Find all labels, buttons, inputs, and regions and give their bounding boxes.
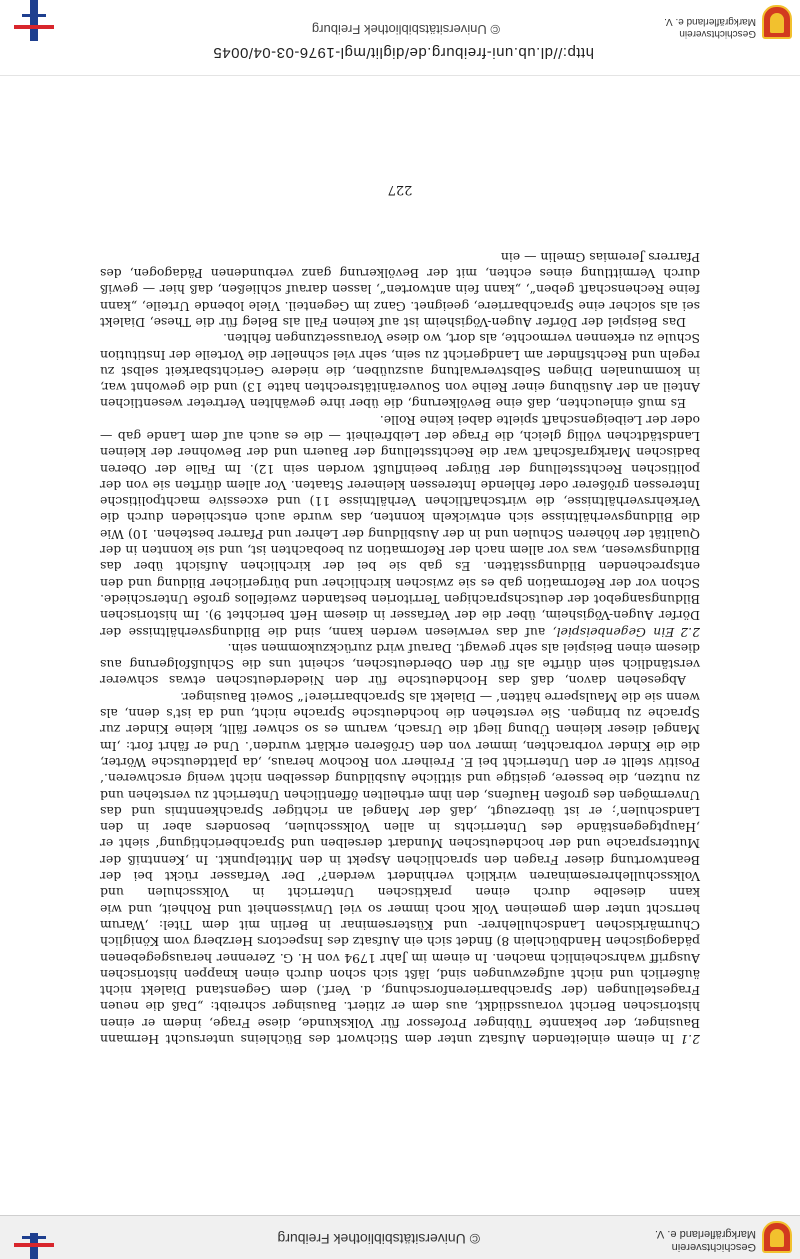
university-logo-icon — [14, 0, 54, 41]
section-number: 2.2 — [680, 624, 700, 640]
paragraph — [100, 248, 700, 329]
society-name-line-2: Markgräflerland e. V. — [664, 16, 756, 27]
society-name-line-2: Markgräflerland e. V. — [654, 1228, 756, 1240]
paragraph-text: In einem einleitenden Aufsatz unter dem Stichwort des Büchleins untersucht Hermann Bausinger, der bekannte Tübinger Professor für Volkskunde, diese Frage, indem er einen historischen Bericht voraussdiidkt, aus dem er zitiert. Bausinger schreibt: „Daß die neuen Fragestellungen (der Sprachbarrierenforschung, d. Verf.) dem Gegenstand Dialekt nicht äußerlich und nicht aufgezwungen sind, läßt sich schon durch einen knappen historischen Ausgriff wahrscheinlich machen. In einem im Jahr 1794 von H. G. Zerenner herausgegebenen pädagogischen Handbüchlein 8) findet sich ein Aufsatz des Inspectors Herzberg vom Königlich Churmärkischen Landschullehrer- und Küsterseminar in Berlin mit dem Titel: ‚Warum herrscht unter dem gemeinen Volk noch immer so viel Unwissenheit und Rohheit, und wie kann dieselbe durch einen praktischen Unterricht in Volksschulen und Volksschullehrerseminaren wirklich verhindert werden?‘ Der Verfasser rückt bei der Beantwortung dieser Fragen den sprachlichen Aspekt in den Mittelpunkt. In ‚Kenntniß der Muttersprache und der hochdeutschen Mundart derselben und Sprachberichtigung‘ sieht er ‚Hauptgegenstände des Unterrichts in allen Volksschulen, besonders aber in den Landschulen‘; er ist überzeugt, ‚daß der Mangel an richtiger Sprachkenntnis und das Unvermögen des großen Haufens, den ihm ertheilten öffentlichen Unterricht zu verstehen und zu nutzen, die bessere, geistige und sittliche Ausbildung desselben nicht wenig erschweren.‘ Positiv stellt er den Unterricht bei E. Freiherr von Rochow heraus, ‚da plattdeutsche Wörter, die die Kinder vorbrachten, immer von den Größeren erklärt wurden‘. Und er fährt fort: ‚Im Mangel dieser kleinen Übung liegt die Ursach, warum es so schwer fällt, kleine Kinder zur Sprache zu bringen. Sie verstehen die hochdeutsche Sprache nicht, und da ist's denn, als wenn sie die Maulsperre hätten‘ — Dialekt als Sprachbarriere!“ Soweit Bausinger. — [100, 689, 700, 1047]
viewer-footer — [0, 0, 800, 76]
society-crest-icon — [762, 5, 792, 39]
society-name-line-1: Geschichtsverein — [671, 1241, 756, 1253]
page-number: 227 — [387, 182, 413, 197]
library-credit: © Universitätsbibliothek Freiburg — [277, 1231, 480, 1247]
permalink-url[interactable]: http://dl.ub.uni-freiburg.de/diglit/mgl-1976-03-04/0045 — [212, 44, 594, 61]
paragraph — [100, 640, 700, 689]
section-number: 2.1 — [680, 1032, 700, 1047]
viewer-header — [0, 1215, 800, 1259]
emphasis: Ein Gegenbeispiel, — [552, 624, 675, 640]
society-name-line-1: Geschichtsverein — [679, 28, 756, 39]
paragraph — [100, 688, 700, 1047]
scanned-page — [100, 248, 700, 1047]
university-logo-icon — [14, 1215, 54, 1259]
paragraph-text: Abgesehen davon, daß das Hochdeutsche für den Niederdeutschen etwas schwerer verständlich sein dürfte als für den Oberdeutschen, scheint uns die Schlußfolgerung aus diesem einen Beispiel als sehr gewagt. Darauf wird zurückzukommen sein. — [100, 640, 700, 689]
paragraph-text: Das Beispiel der Dörfer Augen-Vögisheim ist auf keinen Fall als Beleg für die These, Dialekt sei als solcher eine Sprachbarriere, geeignet. Ganz im Gegenteil. Viele lobende Urteile, „kann feine Rechenschaft geben“, „kann fein antworten“, lassen darauf schließen, daß hier — gewiß durch Vermittlung eines echten, mit der Bevölkerung ganz verbundenen Pädagogen, des Pfarrers Jeremias Gmelin — ein — [100, 249, 700, 330]
society-crest-icon — [762, 1221, 792, 1253]
society-name — [655, 1227, 756, 1253]
paragraph — [100, 330, 700, 411]
society-name — [664, 15, 756, 39]
paragraph-text: auf das verwiesen werden kann, sind die Bildungsverhältnisse der Dörfer Augen-Vögisheim, über die der Verfasser in diesem Heft berichtet 9). Im historischen Bildungsangebot der deutschsprachigen Territorien bestanden zweifellos große Unterschiede. Schon vor der Reformation gab es sie zwischen kirchlicher und bürgerlicher Bildung und den entsprechenden Bildungsstätten. Es gab sie bei der kirchlichen Aufsicht über das Bildungswesen, was vor allem nach der Reformation zu beobachten ist, und sie konnten in der Qualität der höheren Schulen und in der Ausbildung der Lehrer und Pfarrer bestehen. 10) Wie die Bildungsverhältnisse sich entwickeln konnten, das wurde auch entschieden durch die Verkehrsverhältnisse, die wirtschaftlichen Verhältnisse 11) und excessive machtpolitische Interessen größerer oder fehlende Interessen kleinerer Staaten. Vor allem dürften sie von der politischen Rechtsstellung der Bürger beeinflußt worden sein 12). Im Falle der Oberen badischen Markgrafschaft war die Rechtsstellung der Bauern und der Bewohner der kleinen Landstädtchen völlig gleich, die Frage der Leibfreiheit — die es auch auf dem Lande gab — oder der Leibeigenschaft spielte dabei keine Rolle. — [100, 412, 700, 640]
paragraph-text: Es muß einleuchten, daß eine Bevölkerung, die über ihre gewählten Vertreter wesentlichen Anteil an der Ausübung einer Reihe von Souveränitätsrechten hatte 13) und die gewohnt war, in kommunalen Dingen Selbstverwaltung auszuüben, die niedere Gerichtsbarkeit selbst zu regeln und Rechtsfinder am Landgericht zu sein, sehr viel schneller die Vorteile der Institution Schule zu erkennen vermochte, als dort, wo diese Voraussetzungen fehlten. — [100, 331, 700, 412]
copyright-notice: © Universitätsbibliothek Freiburg — [311, 22, 500, 37]
paragraph — [100, 411, 700, 639]
